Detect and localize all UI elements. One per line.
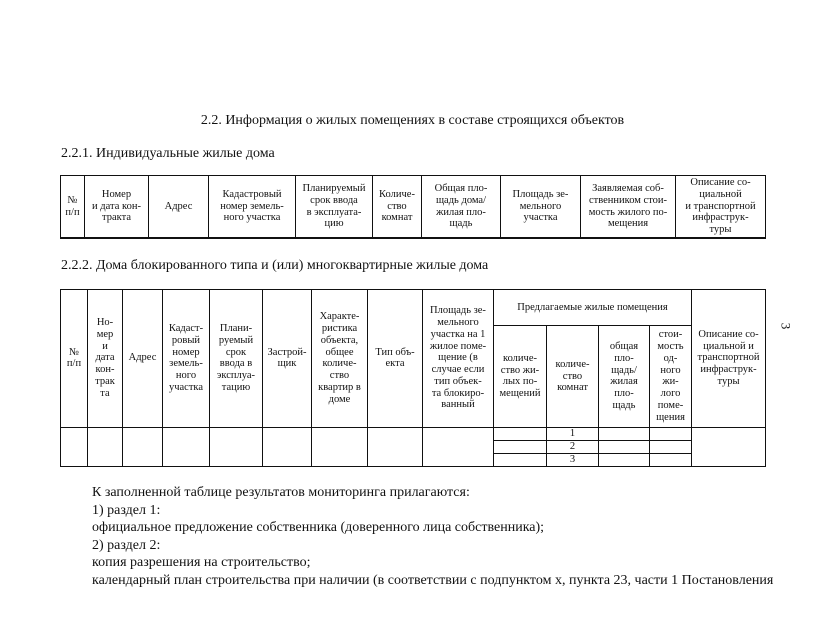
empty-cell: [692, 427, 766, 466]
table-header-row: [61, 290, 766, 326]
empty-cell: [494, 453, 547, 466]
empty-cell: [368, 427, 423, 466]
multi-apartment-table: [60, 289, 766, 467]
header-cell: Характе- ристика объекта, общее количе- ство квартир в доме: [312, 290, 368, 428]
notes-line: копия разрешения на строительство;: [92, 555, 311, 570]
subheader-cell: стои- мость од- ного жи- лого поме- щения: [650, 326, 692, 427]
header-cell: Общая пло- щадь дома/ жилая пло- щадь: [422, 176, 501, 239]
table-header-row: [61, 176, 766, 239]
header-cell: Адрес: [123, 290, 163, 428]
row-number-cell: 3: [547, 453, 599, 466]
subheader-cell: количе- ство комнат: [547, 326, 599, 427]
header-cell: Планируемый срок ввода в эксплуата- цию: [296, 176, 373, 239]
notes-line: официальное предложение собственника (доверенного лица собственника);: [92, 520, 545, 535]
empty-cell: [163, 427, 210, 466]
header-cell: № п/п: [61, 176, 85, 239]
header-cell: Адрес: [149, 176, 209, 239]
individual-houses-table: [60, 175, 766, 239]
empty-cell: [88, 427, 123, 466]
header-cell: Но- мер и дата кон- трак та: [88, 290, 123, 428]
header-cell: Застрой- щик: [263, 290, 312, 428]
empty-cell: [123, 427, 163, 466]
header-cell: Кадастровый номер земель- ного участка: [209, 176, 296, 239]
row-number-cell: 2: [547, 440, 599, 453]
table-row: [61, 427, 766, 440]
notes-line: календарный план строительства при наличии (в соответствии с подпунктом х, пункта 23, части 1 Постановления: [92, 572, 774, 588]
empty-cell: [210, 427, 263, 466]
subsection-heading-multi-apartment: 2.2.2. Дома блокированного типа и (или) многоквартирные жилые дома: [61, 258, 489, 273]
subheader-cell: количе- ство жи- лых по- мещений: [494, 326, 547, 427]
empty-cell: [650, 453, 692, 466]
empty-cell: [494, 440, 547, 453]
notes-line: 1) раздел 1:: [92, 502, 161, 518]
section-title: 2.2. Информация о жилых помещениях в составе строящихся объектов: [200, 113, 625, 128]
empty-cell: [650, 440, 692, 453]
empty-cell: [494, 427, 547, 440]
empty-cell: [599, 427, 650, 440]
page-number: 3: [778, 322, 794, 330]
row-number-cell: 1: [547, 427, 599, 440]
header-cell: Площадь зе- мельного участка на 1 жилое поме- щение (в случае если тип объек- та блокиро- ванный: [423, 290, 494, 428]
header-cell: Количе- ство комнат: [373, 176, 422, 239]
subsection-heading-individual-houses: 2.2.1. Индивидуальные жилые дома: [61, 146, 275, 161]
empty-cell: [61, 427, 88, 466]
header-cell: Кадаст- ровый номер земель- ного участка: [163, 290, 210, 428]
empty-cell: [312, 427, 368, 466]
header-cell: Описание со- циальной и транспортной инфраструк- туры: [676, 176, 766, 239]
empty-cell: [423, 427, 494, 466]
header-cell: № п/п: [61, 290, 88, 428]
notes-line: 2) раздел 2:: [92, 537, 161, 553]
header-cell: Плани- руемый срок ввода в эксплуа- тацию: [210, 290, 263, 428]
empty-cell: [599, 440, 650, 453]
empty-cell: [650, 427, 692, 440]
header-cell: Площадь зе- мельного участка: [501, 176, 581, 239]
notes-line: К заполненной таблице результатов мониторинга прилагаются:: [92, 485, 470, 500]
notes-block: [92, 484, 782, 589]
header-cell: Номер и дата кон- тракта: [85, 176, 149, 239]
header-cell: Заявляемая соб- ственником стои- мость жилого по- мещения: [581, 176, 676, 239]
empty-cell: [263, 427, 312, 466]
group-header-cell: Предлагаемые жилые помещения: [494, 290, 692, 326]
empty-cell: [599, 453, 650, 466]
header-cell: Тип объ- екта: [368, 290, 423, 428]
header-cell: Описание со- циальной и транспортной инфраструк- туры: [692, 290, 766, 428]
subheader-cell: общая пло- щадь/ жилая пло- щадь: [599, 326, 650, 427]
